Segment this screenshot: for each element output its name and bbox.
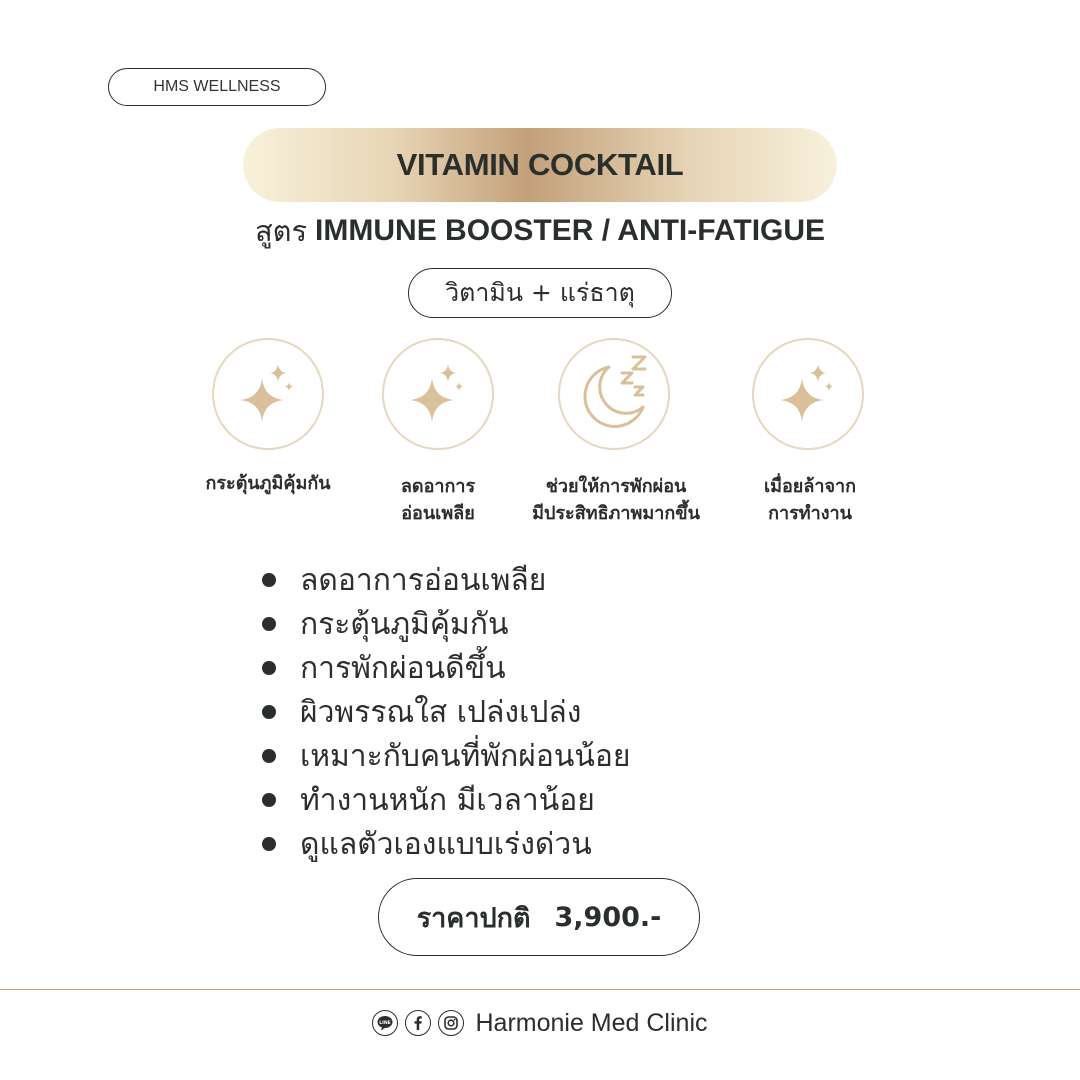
sparkle-icon <box>228 354 308 434</box>
benefit-text: ผิวพรรณใส เปล่งเปล่ง <box>300 694 582 730</box>
sparkle-icon <box>398 354 478 434</box>
ingredient-tag <box>408 268 672 318</box>
feature-label-line: มีประสิทธิภาพมากขึ้น <box>532 503 700 524</box>
subtitle-prefix: สูตร <box>254 214 308 248</box>
facebook-icon[interactable] <box>405 1010 431 1036</box>
benefit-text: ลดอาการอ่อนเพลีย <box>300 562 547 598</box>
list-item <box>258 646 630 690</box>
brand-pill <box>108 68 326 106</box>
bullet-dot <box>262 617 276 631</box>
footer-divider <box>0 989 1080 990</box>
bullet-dot <box>262 837 276 851</box>
moon-sleep-icon <box>569 349 659 439</box>
line-icon[interactable] <box>372 1010 398 1036</box>
title-banner <box>243 128 837 202</box>
feature-label-immunity <box>178 470 358 497</box>
brand-label: HMS WELLNESS <box>153 78 281 95</box>
feature-icon-circle <box>558 338 670 450</box>
list-item <box>258 558 630 602</box>
ingredient-tag-label: วิตามิน + แร่ธาตุ <box>445 278 635 307</box>
page-title: VITAMIN COCKTAIL <box>396 147 684 182</box>
benefit-text: การพักผ่อนดีขึ้น <box>300 650 506 686</box>
feature-label-line: ลดอาการ <box>400 476 476 497</box>
subtitle-formula: IMMUNE BOOSTER / ANTI-FATIGUE <box>315 214 826 247</box>
list-item <box>258 734 630 778</box>
svg-text:LINE: LINE <box>379 1021 392 1026</box>
feature-label-sleep <box>508 473 724 527</box>
list-item <box>258 822 630 866</box>
list-item <box>258 690 630 734</box>
bullet-dot <box>262 661 276 675</box>
feature-icon-circle <box>212 338 324 450</box>
feature-label-line: กระตุ้นภูมิคุ้มกัน <box>205 473 331 494</box>
list-item <box>258 778 630 822</box>
benefit-text: กระตุ้นภูมิคุ้มกัน <box>300 606 509 642</box>
clinic-name: Harmonie Med Clinic <box>475 1008 708 1037</box>
bullet-dot <box>262 793 276 807</box>
instagram-icon[interactable] <box>438 1010 464 1036</box>
bullet-dot <box>262 705 276 719</box>
feature-label-work <box>730 473 890 527</box>
price-value: 3,900.- <box>554 901 662 933</box>
feature-label-line: ช่วยให้การพักผ่อน <box>545 476 687 497</box>
sparkle-icon <box>768 354 848 434</box>
subtitle <box>0 208 1080 254</box>
benefit-text: ทำงานหนัก มีเวลาน้อย <box>300 782 595 818</box>
feature-icon-circle <box>382 338 494 450</box>
footer <box>0 1004 1080 1042</box>
feature-label-line: การทำงาน <box>768 503 852 524</box>
feature-label-line: เมื่อยล้าจาก <box>763 476 857 497</box>
benefit-text: ดูแลตัวเองแบบเร่งด่วน <box>300 826 592 862</box>
benefits-list <box>258 558 630 866</box>
price-badge <box>378 878 700 956</box>
bullet-dot <box>262 749 276 763</box>
feature-label-line: อ่อนเพลีย <box>401 503 475 524</box>
feature-label-fatigue <box>358 473 518 527</box>
feature-icon-circle <box>752 338 864 450</box>
price-label: ราคาปกติ <box>416 902 531 934</box>
bullet-dot <box>262 573 276 587</box>
benefit-text: เหมาะกับคนที่พักผ่อนน้อย <box>300 738 631 774</box>
list-item <box>258 602 630 646</box>
